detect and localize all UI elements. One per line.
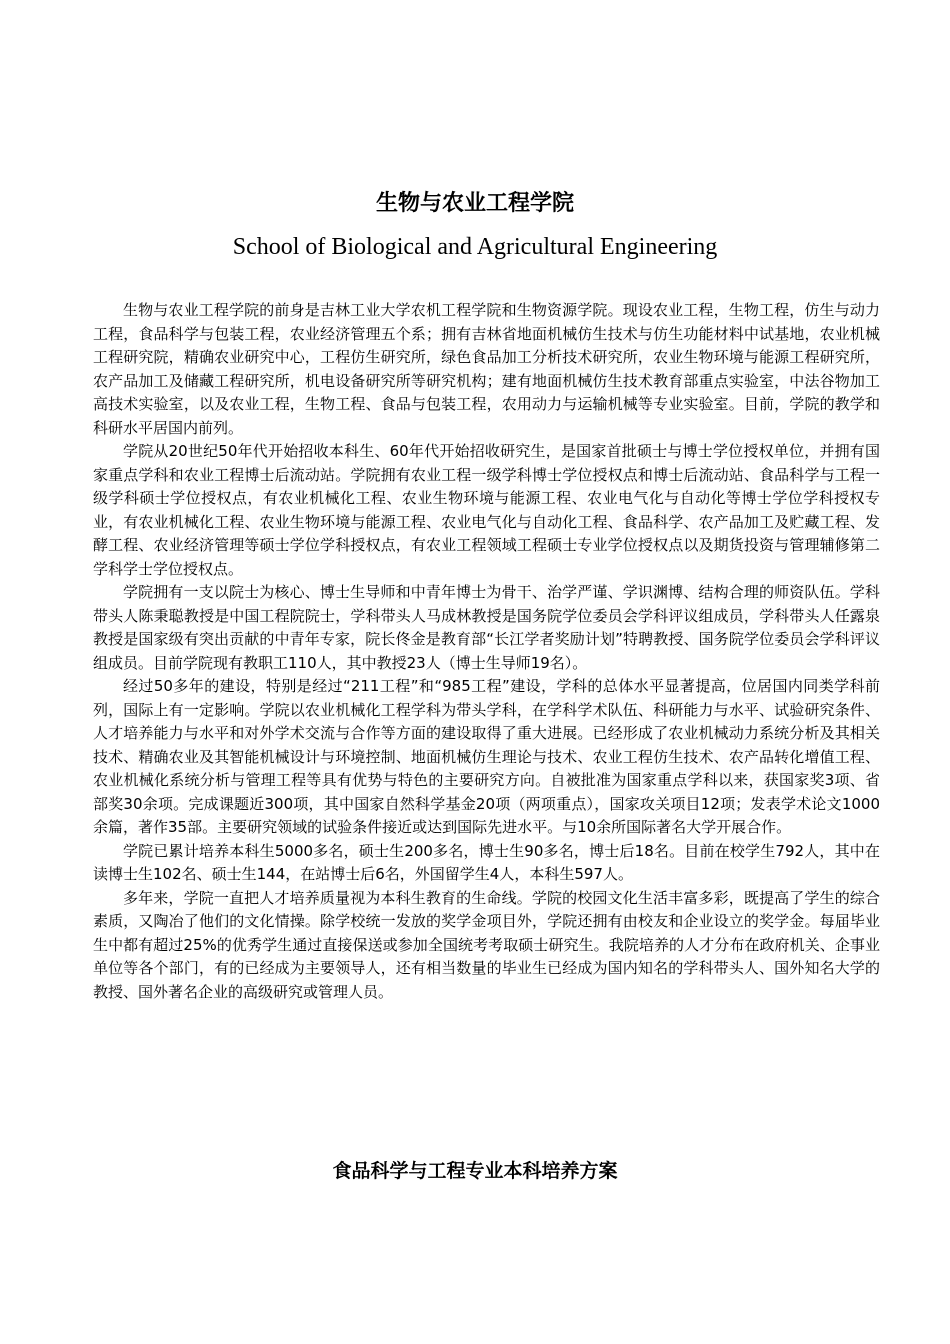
paragraph: 多年来，学院一直把人才培养质量视为本科生教育的生命线。学院的校园文化生活丰富多彩，既提高了学生的综合素质，又陶冶了他们的文化情操。除学校统一发放的奖学金项目外，学院还拥有由校友和企业设立的奖学金。每届毕业生中都有超过25%的优秀学生通过直接保送或参加全国统考考取硕士研究生。我院培养的人才分布在政府机关、企事业单位等各个部门，有的已经成为主要领导人，还有相当数量的毕业生已经成为国内知名的学科带头人、国外知名大学的教授、国外著名企业的高级研究或管理人员。 xyxy=(93,888,880,1001)
paragraph: 学院从20世纪50年代开始招收本科生、60年代开始招收研究生，是国家首批硕士与博士学位授权单位，并拥有国家重点学科和农业工程博士后流动站。学院拥有农业工程一级学科博士学位授权点和博士后流动站、食品科学与工程一级学科硕士学位授权点，有农业机械化工程、农业生物环境与能源工程、农业电气化与自动化等博士学位学科授权专业，有农业机械化工程、农业生物环境与能源工程、农业电气化与自动化工程、食品科学、农产品加工及贮藏工程、发酵工程、农业经济管理等硕士学位学科授权点，有农业工程领域工程硕士专业学位授权点以及期货投资与管理辅修第二学科学士学位授权点。 xyxy=(93,442,881,578)
paragraph: 学院拥有一支以院士为核心、博士生导师和中青年博士为骨干、治学严谨、学识渊博、结构合理的师资队伍。学科带头人陈秉聪教授是中国工程院院士，学科带头人马成林教授是国务院学位委员会学科评议组成员，学科带头人任露泉教授是国家级有突出贡献的中青年专家，院长佟金是教育部“长江学者奖励计划”特聘教授、国务院学位委员会学科评议组成员。目前学院现有教职工110人，其中教授23人（博士生导师19名）。 xyxy=(93,583,880,672)
paragraph: 学院已累计培养本科生5000多名，硕士生200多名，博士生90多名，博士后18名。目前在校学生792人，其中在读博士生102名、硕士生144，在站博士后6名，外国留学生4人，本科生597人。 xyxy=(93,841,880,883)
body-text xyxy=(93,299,880,1004)
page-title-english: School of Biological and Agricultural Engineering xyxy=(232,234,718,260)
page-title-chinese: 生物与农业工程学院 xyxy=(375,191,574,216)
section-title: 食品科学与工程专业本科培养方案 xyxy=(332,1160,618,1182)
paragraph: 经过50多年的建设，特别是经过“211工程”和“985工程”建设，学科的总体水平显著提高，位居国内同类学科前列，国际上有一定影响。学院以农业机械化工程学科为带头学科，在学科学术队伍、科研能力与水平、试验研究条件、人才培养能力与水平和对外学术交流与合作等方面的建设取得了重大进展。已经形成了农业机械动力系统分析及其相关技术、精确农业及其智能机械设计与环境控制、地面机械仿生理论与技术、农业工程仿生技术、农产品转化增值工程、农业机械化系统分析与管理工程等具有优势与特色的主要研究方向。自被批准为国家重点学科以来，获国家奖3项、省部奖30余项。完成课题近300项，其中国家自然科学基金20项（两项重点），国家攻关项目12项；发表学术论文1000余篇，著作35部。主要研究领域的试验条件接近或达到国际先进水平。与10余所国际著名大学开展合作。 xyxy=(93,677,880,836)
paragraph: 生物与农业工程学院的前身是吉林工业大学农机工程学院和生物资源学院。现设农业工程，生物工程，仿生与动力工程，食品科学与包装工程，农业经济管理五个系；拥有吉林省地面机械仿生技术与仿生功能材料中试基地，农业机械工程研究院，精确农业研究中心，工程仿生研究所，绿色食品加工分析技术研究所，农业生物环境与能源工程研究所，农产品加工及储藏工程研究所，机电设备研究所等研究机构；建有地面机械仿生技术教育部重点实验室，中法谷物加工高技术实验室，以及农业工程，生物工程、食品与包装工程，农用动力与运输机械等专业实验室。目前，学院的教学和科研水平居国内前列。 xyxy=(93,301,880,437)
